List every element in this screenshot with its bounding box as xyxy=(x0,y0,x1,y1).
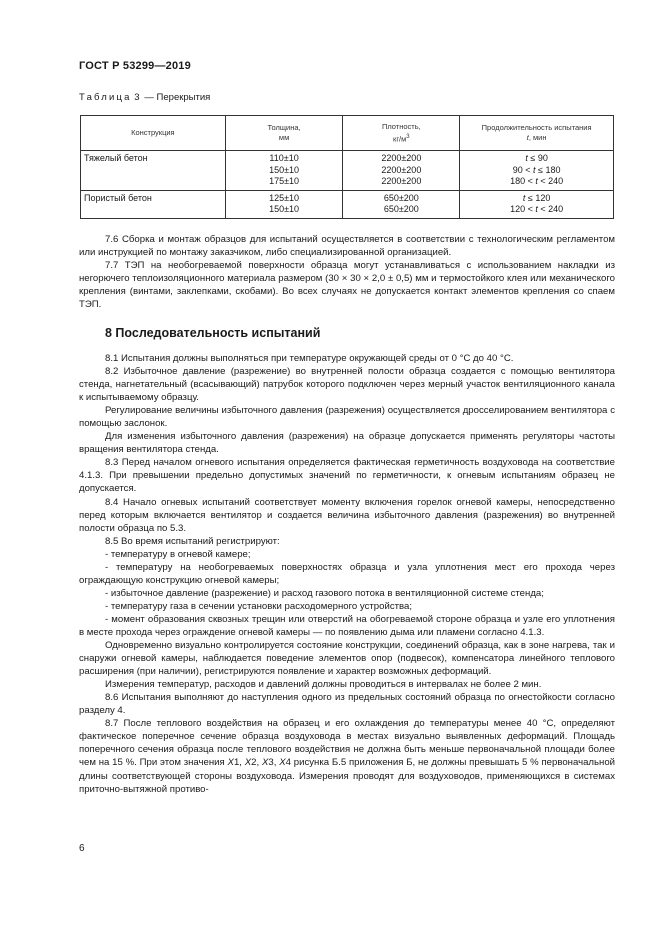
cell-density xyxy=(343,151,460,191)
cell-thickness-value: 125±10 xyxy=(269,192,300,203)
paragraph: Для изменения избыточного давления (разрежения) на образце допускается применять регуляторы частоты вращения вентилятора стенда. xyxy=(79,431,615,456)
cell-density-value: 650±200 xyxy=(383,192,419,203)
cell-duration xyxy=(460,151,614,191)
paragraph: 8.5 Во время испытаний регистрируют: xyxy=(105,535,280,547)
table-caption-prefix: Таблица xyxy=(79,92,132,103)
paragraph: Одновременно визуально контролируется состояние конструкции, соединений образца, как в зоне нагрева, так и снаружи огневой камеры, наблюдается поведение элементов опор (подвесок), компенсатора линейного теплового расширения (при наличии), регистрируются появление и характер возможных деформаций. xyxy=(79,640,615,678)
cell-duration-value: 90 < t ≤ 180 xyxy=(512,164,561,175)
cell-density-value: 2200±200 xyxy=(381,153,422,163)
table-header-row xyxy=(81,116,614,151)
cell-duration xyxy=(460,190,614,218)
cell-thickness-value: 150±10 xyxy=(269,204,300,214)
col-header-duration: Продолжительность испытания t, мин xyxy=(460,116,614,151)
cell-density-value: 2200±200 xyxy=(381,164,422,175)
table-row xyxy=(81,151,614,191)
cell-thickness xyxy=(225,190,343,218)
table-caption-number: 3 xyxy=(134,92,142,103)
cell-thickness-value: 110±10 xyxy=(269,153,299,163)
section-8-body xyxy=(79,352,615,796)
paragraph: - температуру газа в сечении установки расходомерного устройства; xyxy=(105,600,413,612)
cell-duration-value: t ≤ 120 xyxy=(522,192,551,203)
paragraph: Измерения температур, расходов и давлений должны проводиться в интервалах не более 2 мин. xyxy=(105,679,542,691)
paragraph-7-6: 7.6 Сборка и монтаж образцов для испытаний осуществляется в соответствии с технологическим регламентом или инструкцией по монтажу заказчиком, либо специализированной организацией. xyxy=(79,234,615,259)
paragraph: 8.4 Начало огневых испытаний соответствует моменту включения горелок огневой камеры, непосредственно перед которым включается вентилятор и создается величина избыточного давления (разрежения) во внутренней полости образца по 5.3. xyxy=(79,496,615,534)
paragraph: 8.7 После теплового воздействия на образец и его охлаждения до температуры менее 40 °С, определяют фактическое поперечное сечение образца воздуховода в местах визуально выявленных деформаций. Площадь поперечного сечения образца после теплового воздействия не должна быть меньше первоначальной площади более чем на 15 %. При этом значения X1, X2, X3, X4 рисунка Б.5 приложения Б, не должны превышать 5 % первоначальной длины соответствующей стороны воздуховода. Измерения проводят для воздуховодов, применяющихся в системах приточно-вытяжной противо- xyxy=(79,718,616,795)
col-header-density: Плотность, $кг/м^3$ xyxy=(343,116,460,151)
col-header-construction: Конструкция xyxy=(81,116,226,151)
section-7-continued xyxy=(79,233,615,311)
paragraph: 8.1 Испытания должны выполняться при температуре окружающей среды от 0 °С до 40 °С. xyxy=(105,353,514,364)
col-header-thickness: Толщина, мм xyxy=(225,116,343,151)
cell-density-value: 650±200 xyxy=(383,204,419,214)
page-number: 6 xyxy=(79,843,85,854)
table-caption-rest: — Перекрытия xyxy=(141,92,211,103)
cell-density xyxy=(343,190,460,218)
table-caption xyxy=(79,92,210,103)
paragraph: - момент образования сквозных трещин или отверстий на обогреваемой стороне образца и узле его уплотнения в месте прохода через ограждение огневой камеры — по появлению дыма или пламени согласно 4.1.3. xyxy=(79,613,615,638)
paragraph: - температуру в огневой камере; xyxy=(105,548,251,560)
cell-thickness xyxy=(225,151,343,191)
document-header: ГОСТ Р 53299—2019 xyxy=(79,60,191,72)
cell-thickness-value: 175±10 xyxy=(269,176,300,186)
cell-construction: Тяжелый бетон xyxy=(81,151,226,191)
cell-construction: Пористый бетон xyxy=(81,190,226,218)
cell-duration-value: 180 < t < 240 xyxy=(510,176,564,186)
cell-duration-value: 120 < t < 240 xyxy=(510,204,564,214)
section-title: 8 Последовательность испытаний xyxy=(105,326,321,340)
table-floors xyxy=(80,115,614,219)
paragraph: 8.2 Избыточное давление (разрежение) во внутренней полости образца создается с помощью вентилятора стенда, нагнетательный (всасывающий) патрубок которого подключен через мерный участок вентиляционного канала к испытываемому образцу. xyxy=(79,366,615,404)
table-row xyxy=(81,190,614,218)
cell-density-value: 2200±200 xyxy=(381,176,422,186)
paragraph-7-7: 7.7 ТЭП на необогреваемой поверхности образца могут устанавливаться с использованием накладки из негорючего теплоизоляционного материала размером (30 × 30 × 2,0 ± 0,5) мм и термостойкого клея или механического крепления (винтами, заклепками, скобами). Во всех случаях не допускается контакт элементов крепления со спаем ТЭП. xyxy=(79,260,615,311)
paragraph: - избыточное давление (разрежение) и расход газового потока в вентиляционной системе стенда; xyxy=(105,587,544,599)
paragraph: 8.3 Перед началом огневого испытания определяется фактическая герметичность воздуховода на соответствие 4.1.3. При превышении предельно допустимых значений по герметичности, к огневым испытаниям образец не допускается. xyxy=(79,457,615,495)
cell-duration-value: t ≤ 90 xyxy=(525,153,548,163)
paragraph: 8.6 Испытания выполняют до наступления одного из предельных состояний образца по огнестойкости согласно разделу 4. xyxy=(79,692,615,717)
cell-thickness-value: 150±10 xyxy=(269,164,300,175)
paragraph: Регулирование величины избыточного давления (разрежения) осуществляется дросселированием вентилятора с помощью заслонок. xyxy=(79,405,615,430)
paragraph: - температуру на необогреваемых поверхностях образца и узла уплотнения мест его прохода через ограждающую конструкцию огневой камеры; xyxy=(79,561,615,586)
